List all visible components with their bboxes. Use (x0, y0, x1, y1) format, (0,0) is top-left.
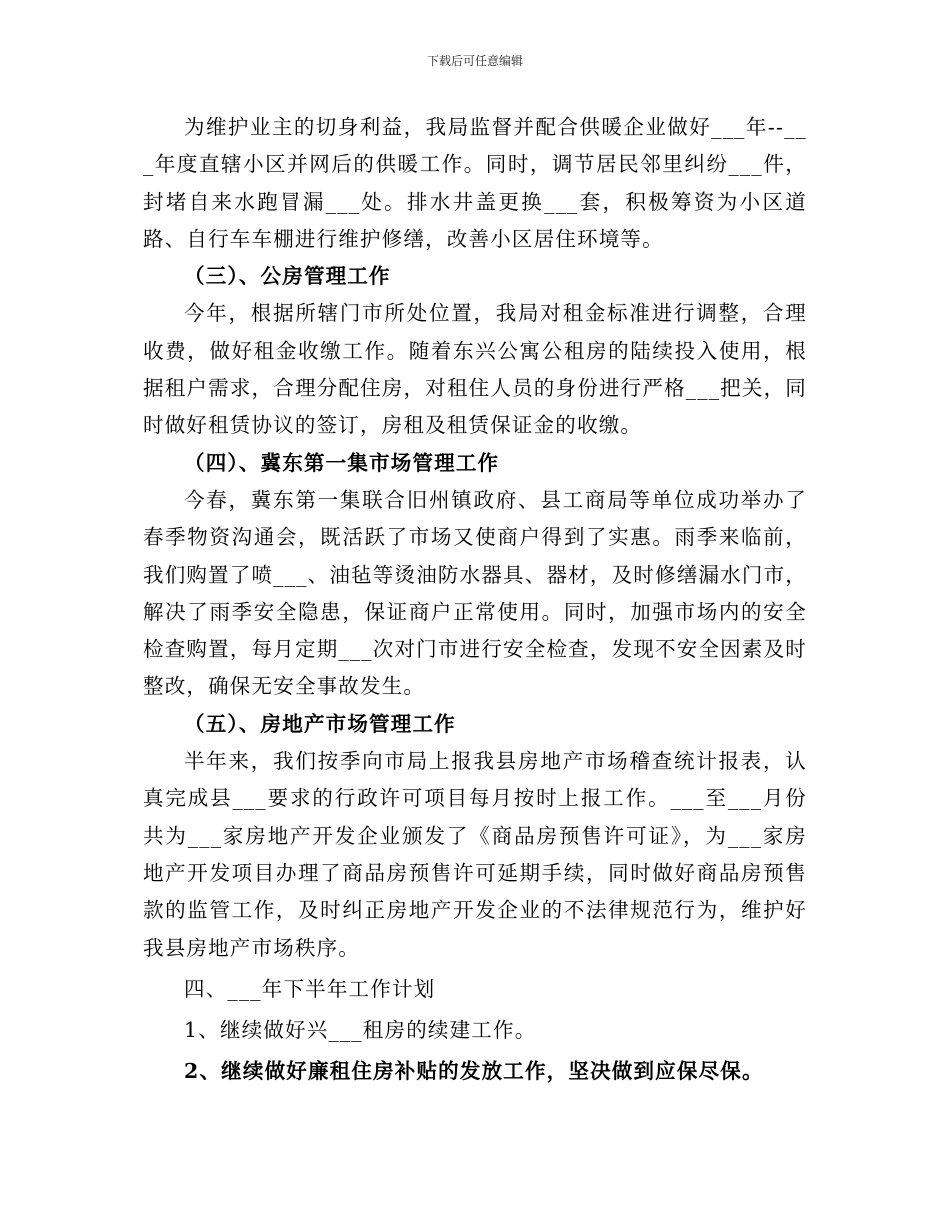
heading-market: （四）、冀东第一集市场管理工作 (184, 450, 500, 475)
plan-item-2: 2、继续做好廉租住房补贴的发放工作，坚决做到应保尽保。 (184, 1059, 764, 1084)
document-body (143, 109, 807, 1091)
plan-item-1: 1、继续做好兴___租房的续建工作。 (184, 1018, 537, 1043)
page-header: 下载后可任意编辑 (426, 54, 523, 68)
heading-real-estate: （五）、房地产市场管理工作 (184, 711, 456, 736)
heading-public-housing: （三）、公房管理工作 (184, 264, 391, 289)
paragraph-public-housing: 今年，根据所辖门市所处位置，我局对租金标准进行调整，合理收费，做好租金收缴工作。随着东兴公寓公租房的陆续投入使用，根据租户需求，合理分配住房，对租住人员的身份进行严格___把关，同时做好租赁协议的签订，房租及租赁保证金的收缴。 (143, 301, 807, 438)
paragraph-heating: 为维护业主的切身利益，我局监督并配合供暖企业做好___年--___年度直辖小区并网后的供暖工作。同时，调节居民邻里纠纷___件，封堵自来水跑冒漏___处。排水井盖更换___套，积极筹资为小区道路、自行车车棚进行维护修缮，改善小区居住环境等。 (143, 115, 807, 251)
heading-plan: 四、___年下半年工作计划 (184, 976, 436, 1001)
paragraph-real-estate: 半年来，我们按季向市局上报我县房地产市场稽查统计报表，认真完成县___要求的行政许可项目每月按时上报工作。___至___月份共为___家房地产开发企业颁发了《商品房预售许可证》，为___家房地产开发项目办理了商品房预售许可延期手续，同时做好商品房预售款的监管工作，及时纠正房地产开发企业的不法律规范行为，维护好我县房地产市场秩序。 (143, 749, 807, 960)
paragraph-market: 今春，冀东第一集联合旧州镇政府、县工商局等单位成功举办了春季物资沟通会，既活跃了市场又使商户得到了实惠。雨季来临前，我们购置了喷___、油毡等烫油防水器具、器材，及时修缮漏水门市，解决了雨季安全隐患，保证商户正常使用。同时，加强市场内的安全检查购置，每月定期___次对门市进行安全检查，发现不安全因素及时整改，确保无安全事故发生。 (143, 487, 807, 699)
